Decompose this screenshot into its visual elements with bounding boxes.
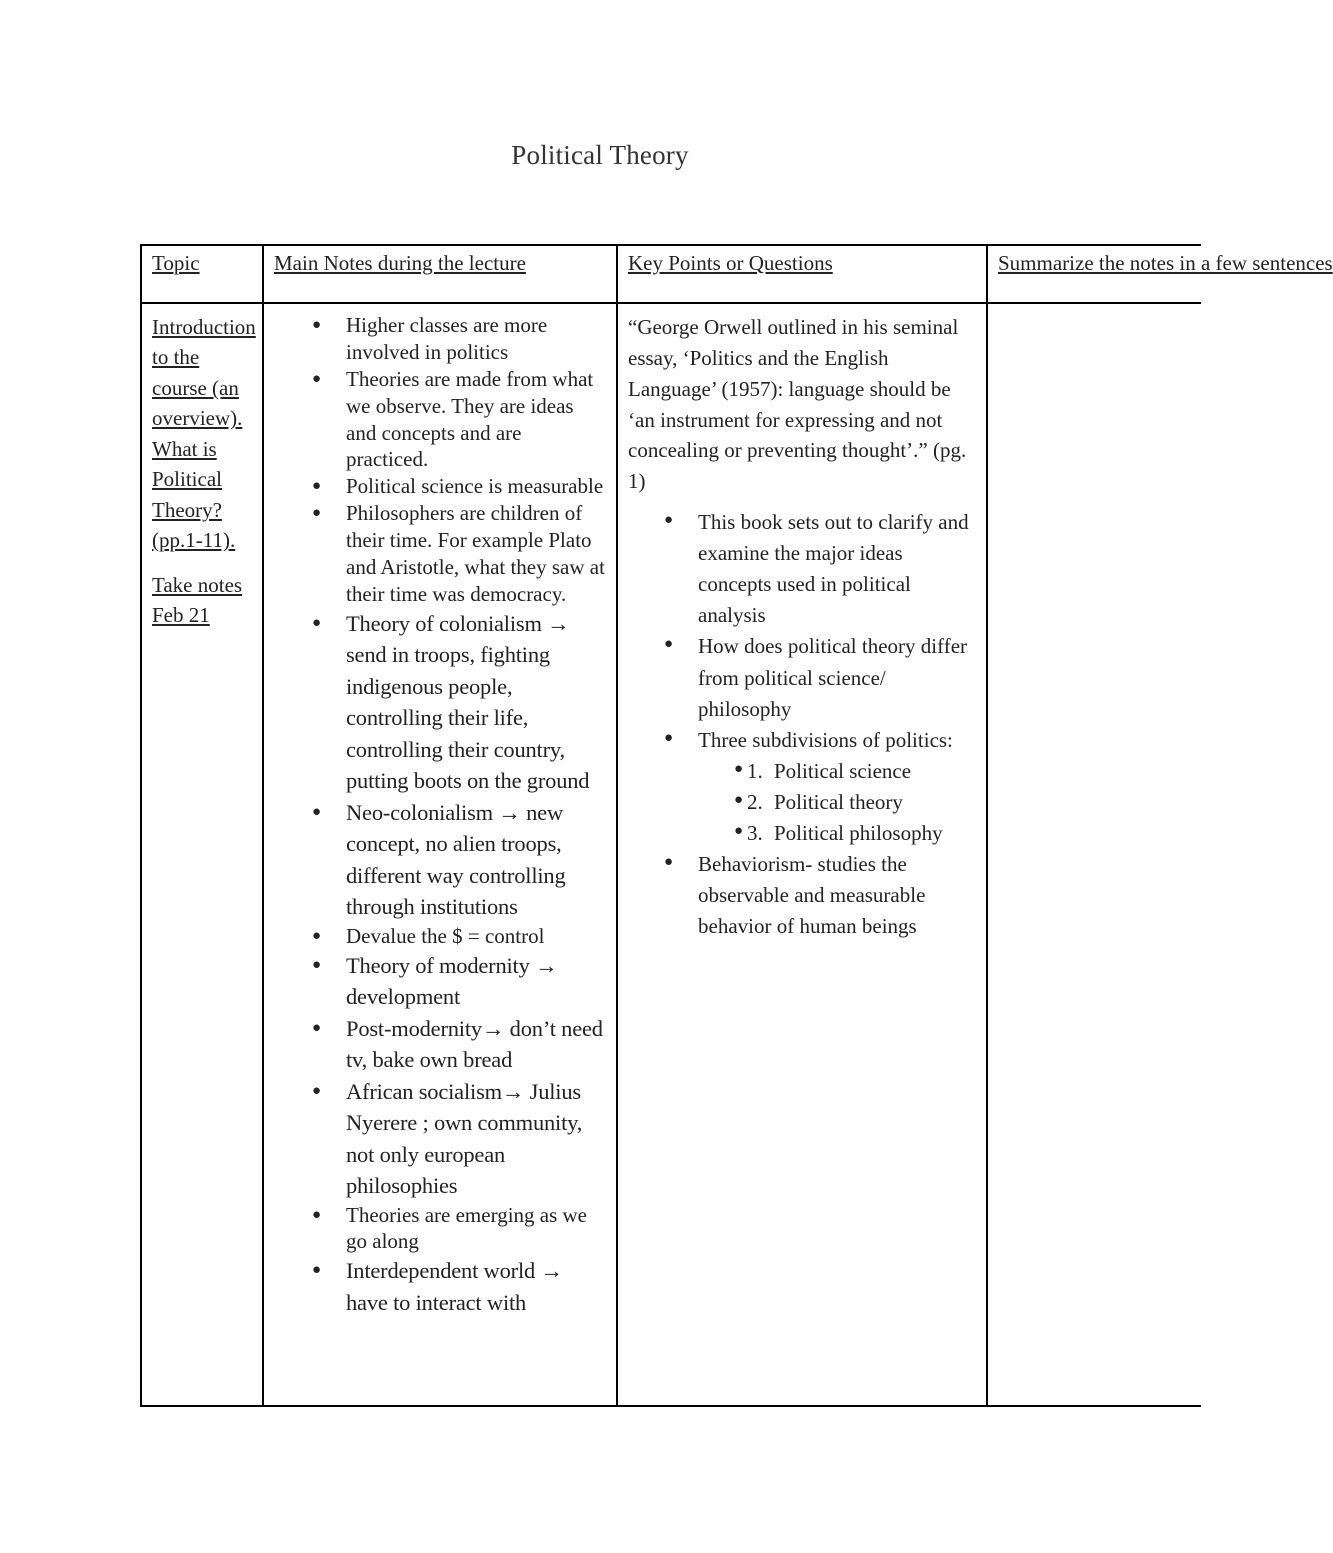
topic-cell [141,303,263,1406]
table-row [141,303,1201,1406]
list-item: ● Theory of colonialism → send in troops, fighting indigenous people, controlling their life, controlling their country, putting boots on the ground [346,608,606,797]
key-points-cell [617,303,987,1406]
list-item: ● African socialism→ Julius Nyerere ; own community, not only european philosophies [346,1076,606,1202]
list-item: ● Theories are made from what we observe. They are ideas and concepts and are practiced. [346,366,606,474]
header-topic [141,245,263,303]
page-title: Political Theory [511,140,689,170]
list-item: ● Devalue the $ = control [346,923,606,950]
topic-date-note: Take notes Feb 21 [152,572,243,627]
cornell-notes-table [140,244,1333,1407]
list-item [698,725,976,849]
header-key-points-label: Key Points or Questions [628,251,833,275]
list-item: ● Philosophers are children of their time. For example Plato and Aristotle, what they saw at their time was democracy. [346,500,606,608]
list-item: ● Theories are emerging as we go along [346,1202,606,1256]
list-item: ● Higher classes are more involved in politics [346,312,606,366]
list-item: ● Post-modernity→ don’t need tv, bake own bread [346,1013,606,1076]
table-header-row [141,245,1201,303]
list-item: ● How does political theory differ from political science/ philosophy [698,631,976,724]
list-item: ● Interdependent world → have to interact with [346,1255,606,1318]
header-summary-label: Summarize the notes in a few sentences [998,251,1333,275]
summary-cell[interactable] [987,303,1201,1406]
list-item: ● Neo-colonialism → new concept, no alien troops, different way controlling through institutions [346,797,606,923]
header-key-points [617,245,987,303]
header-main-notes [263,245,617,303]
topic-text: Introduction to the course (an overview). What is Political Theory? (pp.1-11). [152,315,256,553]
key-points-list [628,507,976,942]
subdivision-item: ● 2. Political theory [768,787,976,818]
orwell-quote: “George Orwell outlined in his seminal essay, ‘Politics and the English Language’ (1957): language should be ‘an instrument for expressing and not concealing or preventing thought’.” (pg. 1) [628,315,967,494]
list-item: ● Theory of modernity → development [346,950,606,1013]
header-summary [987,245,1333,303]
list-item: ● This book sets out to clarify and examine the major ideas concepts used in political analysis [698,507,976,631]
list-item: ● Behaviorism- studies the observable and measurable behavior of human beings [698,849,976,942]
header-topic-label: Topic [152,251,200,275]
subdivision-item: ● 3. Political philosophy [768,818,976,849]
header-main-notes-label: Main Notes during the lecture [274,251,526,275]
subdivisions-list [698,756,976,849]
subdivision-item: ● 1. Political science [768,756,976,787]
main-notes-cell [263,303,617,1406]
main-notes-list [274,312,606,1318]
list-item: ● Political science is measurable [346,473,606,500]
subdivisions-heading: Three subdivisions of politics: [698,727,953,752]
